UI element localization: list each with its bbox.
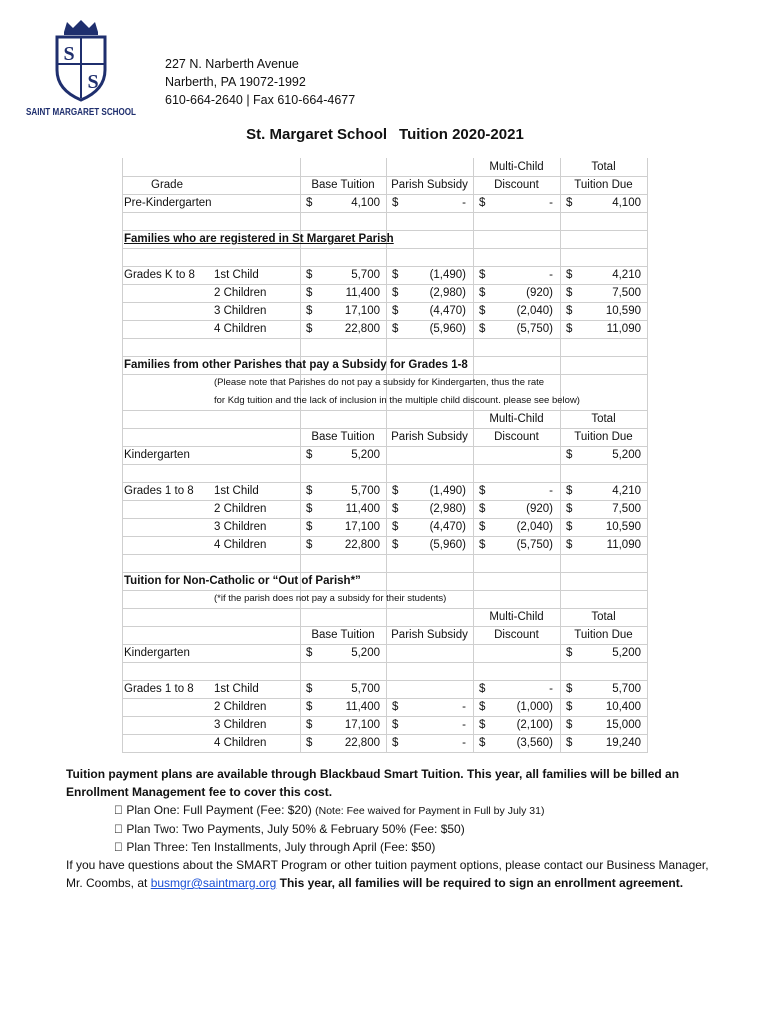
currency-symbol: $ (479, 539, 486, 551)
currency-symbol: $ (479, 503, 486, 515)
payment-info (66, 765, 716, 892)
currency-symbol: $ (392, 269, 399, 281)
currency-symbol: $ (566, 485, 573, 497)
bullet-icon (114, 803, 123, 817)
table-row (122, 284, 648, 303)
currency-symbol: $ (479, 485, 486, 497)
currency-symbol: $ (306, 521, 313, 533)
base-value: 11,400 (345, 503, 380, 515)
currency-symbol: $ (306, 737, 313, 749)
multi-value: (2,100) (516, 719, 553, 731)
table-row (122, 302, 648, 321)
section-heading: Families who are registered in St Margaret Parish (124, 233, 394, 245)
group-label: Grades K to 8 (124, 269, 195, 281)
bullet-icon (114, 840, 123, 854)
currency-symbol: $ (566, 287, 573, 299)
currency-symbol: $ (392, 737, 399, 749)
parish-value: (4,470) (429, 521, 466, 533)
currency-symbol: $ (392, 305, 399, 317)
currency-symbol: $ (306, 503, 313, 515)
parish-value: (2,980) (429, 503, 466, 515)
contact-paragraph: If you have questions about the SMART Program or other tuition payment options, please contact our Business Manager, Mr. Coombs, at busmgr@saintmarg.org This year, all families will be required to sign an enrollment agreement. (66, 858, 709, 890)
row-label: Pre-Kindergarten (124, 197, 212, 209)
currency-symbol: $ (306, 485, 313, 497)
currency-symbol: $ (566, 323, 573, 335)
parish-value: (5,960) (429, 323, 466, 335)
table-row (122, 716, 648, 735)
children-count: 2 Children (214, 287, 267, 299)
plan-one: Plan One: Full Payment (Fee: $20) (Note: Fee waived for Payment in Full by July 31) (114, 803, 533, 817)
currency-symbol: $ (566, 503, 573, 515)
school-logo (24, 18, 138, 122)
children-count: 1st Child (214, 683, 259, 695)
table-row (122, 320, 648, 339)
currency-symbol: $ (479, 269, 486, 281)
currency-symbol: $ (392, 701, 399, 713)
total-value: 4,210 (612, 269, 641, 281)
currency-symbol: $ (392, 521, 399, 533)
plan-two: Plan Two: Two Payments, July 50% & February 50% (Fee: $50) (114, 822, 453, 836)
table-row (122, 698, 648, 717)
parish-value: - (462, 701, 466, 713)
currency-symbol: $ (479, 683, 486, 695)
base-value: 17,100 (344, 305, 380, 317)
children-count: 3 Children (214, 719, 267, 731)
currency-symbol: $ (566, 305, 573, 317)
base-value: 5,700 (351, 485, 380, 497)
currency-symbol: $ (479, 701, 486, 713)
total-value: 7,500 (612, 287, 641, 299)
currency-symbol: $ (479, 323, 486, 335)
currency-symbol: $ (306, 719, 313, 731)
currency-symbol: $ (392, 323, 399, 335)
currency-symbol: $ (306, 305, 313, 317)
children-count: 2 Children (214, 503, 267, 515)
payment-intro: Tuition payment plans are available through Blackbaud Smart Tuition. This year, all families will be billed an Enrollment Management fee to cover this cost. (66, 767, 680, 799)
children-count: 1st Child (214, 485, 259, 497)
currency-symbol: $ (566, 521, 573, 533)
shield-icon (57, 37, 105, 100)
table-row (122, 680, 648, 699)
multi-value: (2,040) (516, 521, 553, 533)
currency-symbol: $ (566, 737, 573, 749)
section-heading: Families from other Parishes that pay a Subsidy for Grades 1-8 (124, 359, 468, 371)
currency-symbol: $ (566, 269, 573, 281)
currency-symbol: $ (479, 521, 486, 533)
base-value: 5,700 (351, 683, 380, 695)
currency-symbol: $ (479, 305, 486, 317)
base-value: 22,800 (344, 539, 380, 551)
table-row (122, 266, 648, 285)
total-value: 11,090 (606, 539, 641, 551)
children-count: 1st Child (214, 269, 259, 281)
total-value: 4,210 (612, 485, 641, 497)
currency-symbol: $ (479, 737, 486, 749)
multi-value: - (549, 485, 553, 497)
parish-value: - (462, 719, 466, 731)
currency-symbol: $ (392, 539, 399, 551)
table-row: Kindergarten $ 5,200 $ 5,200 (122, 644, 648, 663)
multi-value: - (549, 683, 553, 695)
base-value: 11,400 (345, 701, 380, 713)
base-value: 17,100 (344, 521, 380, 533)
crown-icon (64, 20, 98, 35)
address-street: 227 N. Narberth Avenue (165, 57, 299, 71)
currency-symbol: $ (566, 719, 573, 731)
table-row (122, 518, 648, 537)
total-value: 5,700 (612, 683, 641, 695)
bullet-icon (114, 822, 123, 836)
parish-value: (1,490) (429, 485, 466, 497)
currency-symbol: $ (392, 503, 399, 515)
total-value: 10,590 (605, 305, 641, 317)
total-value: 7,500 (612, 503, 641, 515)
total-value: 10,400 (605, 701, 641, 713)
total-value: 19,240 (605, 737, 641, 749)
section-note: for Kdg tuition and the lack of inclusion in the multiple child discount. please see below) (214, 395, 580, 406)
multi-value: (5,750) (516, 539, 553, 551)
currency-symbol: $ (392, 485, 399, 497)
section-note: (Please note that Parishes do not pay a subsidy for Kindergarten, thus the rate (214, 377, 545, 388)
address-phone: 610-664-2640 | Fax 610-664-4677 (165, 93, 356, 107)
multi-value: (920) (526, 287, 553, 299)
base-value: 11,400 (345, 287, 380, 299)
table-row (122, 500, 648, 519)
currency-symbol: $ (306, 539, 313, 551)
children-count: 4 Children (214, 323, 267, 335)
multi-value: (920) (526, 503, 553, 515)
currency-symbol: $ (306, 323, 313, 335)
children-count: 4 Children (214, 737, 267, 749)
header-discount: Discount (494, 179, 539, 191)
currency-symbol: $ (306, 269, 313, 281)
currency-symbol: $ (306, 287, 313, 299)
currency-symbol: $ (566, 701, 573, 713)
base-value: 17,100 (344, 719, 380, 731)
business-manager-email-link[interactable]: busmgr@saintmarg.org (150, 876, 277, 890)
parish-value: (5,960) (429, 539, 466, 551)
multi-value: (2,040) (516, 305, 553, 317)
header-total: Total (591, 161, 616, 173)
total-value: 10,590 (605, 521, 641, 533)
section-note: (*if the parish does not pay a subsidy for their students) (214, 593, 447, 604)
total-value: 15,000 (605, 719, 641, 731)
base-value: 4,100 (351, 197, 380, 209)
header-base-tuition: Base Tuition (311, 179, 375, 191)
plan-three: Plan Three: Ten Installments, July through April (Fee: $50) (114, 840, 424, 854)
currency-symbol: $ (566, 683, 573, 695)
total-value: 4,100 (612, 197, 641, 209)
currency-symbol: $ (392, 719, 399, 731)
multi-value: (3,560) (516, 737, 553, 749)
table-row: Pre-Kindergarten $ 4,100 $ - $ - $ 4,100 (122, 194, 648, 213)
currency-symbol: $ (566, 539, 573, 551)
table-row (122, 734, 648, 753)
header-grade: Grade (151, 179, 183, 191)
base-value: 22,800 (344, 323, 380, 335)
parish-value: (2,980) (429, 287, 466, 299)
table-row: Kindergarten $ 5,200 $ 5,200 (122, 446, 648, 465)
currency-symbol: $ (306, 683, 313, 695)
header-multi-child: Multi-Child (489, 161, 544, 173)
parish-value: (1,490) (429, 269, 466, 281)
parish-value: - (462, 737, 466, 749)
table-row (122, 482, 648, 501)
children-count: 4 Children (214, 539, 267, 551)
children-count: 3 Children (214, 521, 267, 533)
children-count: 2 Children (214, 701, 267, 713)
parish-value: (4,470) (429, 305, 466, 317)
multi-value: - (549, 269, 553, 281)
children-count: 3 Children (214, 305, 267, 317)
currency-symbol: $ (392, 287, 399, 299)
address-block (165, 55, 355, 109)
header-tuition-due: Tuition Due (574, 179, 633, 191)
address-city: Narberth, PA 19072-1992 (165, 75, 306, 89)
base-value: 22,800 (344, 737, 380, 749)
svg-text:S: S (63, 43, 75, 65)
currency-symbol: $ (479, 287, 486, 299)
group-label: Grades 1 to 8 (124, 683, 194, 695)
currency-symbol: $ (306, 701, 313, 713)
group-label: Grades 1 to 8 (124, 485, 194, 497)
section-heading: Tuition for Non-Catholic or “Out of Parish*” (124, 575, 361, 587)
header-parish-subsidy: Parish Subsidy (391, 179, 468, 191)
page-title: St. Margaret School Tuition 2020-2021 (246, 126, 524, 143)
base-value: 5,700 (351, 269, 380, 281)
logo-text: SAINT MARGARET SCHOOL (26, 106, 137, 118)
multi-value: (5,750) (516, 323, 553, 335)
total-value: 11,090 (606, 323, 641, 335)
currency-symbol: $ (479, 719, 486, 731)
svg-text:S: S (87, 71, 99, 93)
multi-value: (1,000) (516, 701, 553, 713)
table-row (122, 536, 648, 555)
